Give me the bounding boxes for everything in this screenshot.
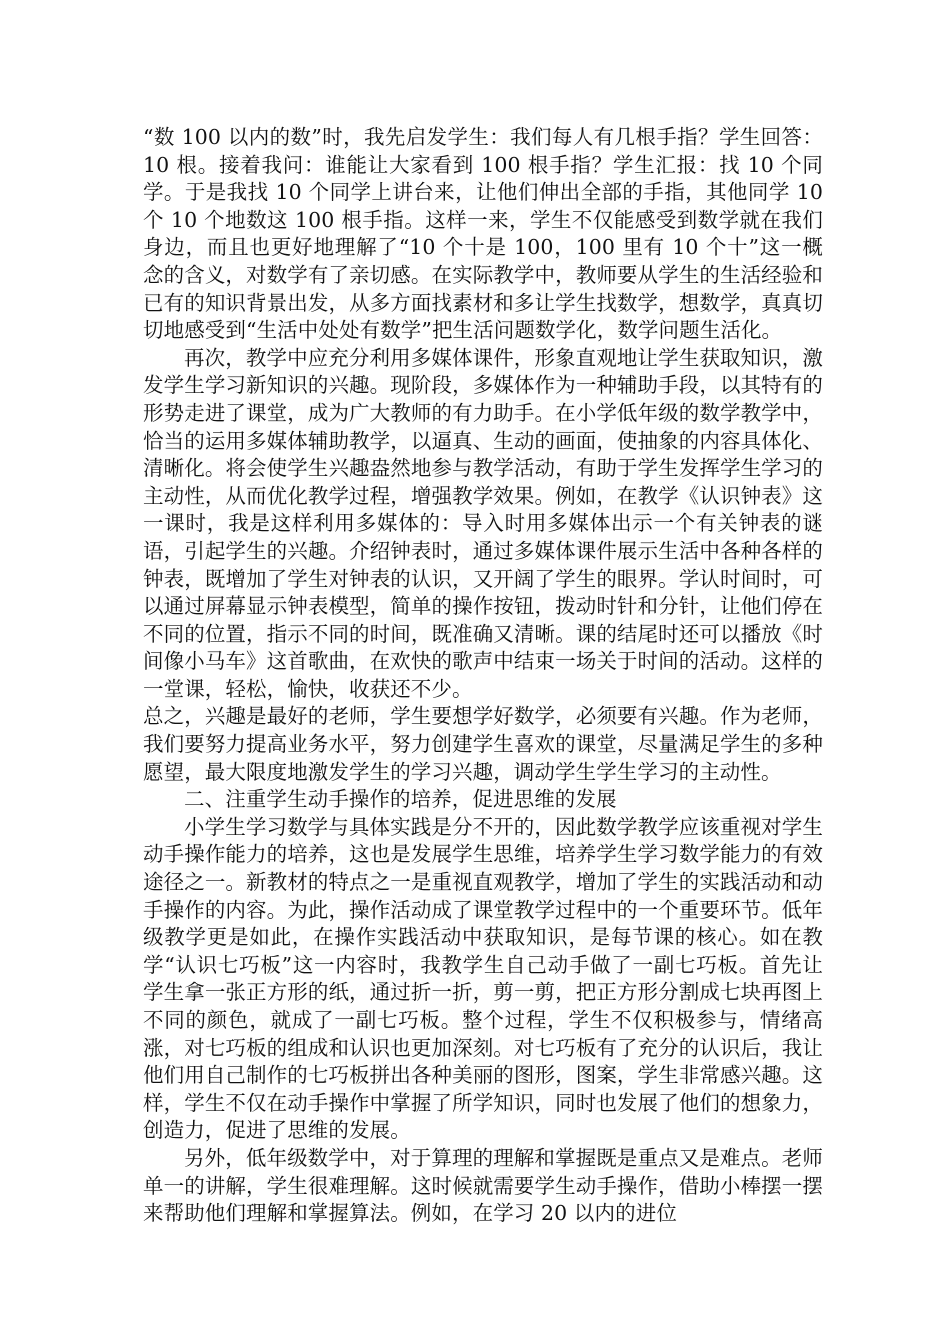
document-body — [143, 124, 823, 1228]
paragraph-summary: 总之，兴趣是最好的老师，学生要想学好数学，必须要有兴趣。作为老师，我们要努力提高业务水平，努力创建学生喜欢的课堂，尽量满足学生的多种愿望，最大限度地激发学生的学习兴趣，调动学生学生学习的主动性。 — [143, 704, 823, 784]
paragraph-arithmetic: 另外，低年级数学中，对于算理的理解和掌握既是重点又是难点。老师单一的讲解，学生很难理解。这时候就需要学生动手操作，借助小棒摆一摆来帮助他们理解和掌握算法。例如，在学习 20 以内的进位 — [143, 1145, 823, 1226]
paragraph-hands-on: 小学生学习数学与具体实践是分不开的，因此数学教学应该重视对学生动手操作能力的培养，这也是发展学生思维，培养学生学习数学能力的有效途径之一。新教材的特点之一是重视直观教学，增加了学生的实践活动和动手操作的内容。为此，操作活动成了课堂教学过程中的一个重要环节。低年级教学更是如此，在操作实践活动中获取知识，是每节课的核心。如在教学“认识七巧板”这一内容时，我教学生自己动手做了一副七巧板。首先让学生拿一张正方形的纸，通过折一折，剪一剪，把正方形分割成七块再图上不同的颜色，就成了一副七巧板。整个过程，学生不仅积极参与，情绪高涨，对七巧板的组成和认识也更加深刻。对七巧板有了充分的认识后，我让他们用自己制作的七巧板拼出各种美丽的图形，图案，学生非常感兴趣。这样，学生不仅在动手操作中掌握了所学知识，同时也发展了他们的想象力，创造力，促进了思维的发展。 — [143, 814, 823, 1143]
section-heading: 二、注重学生动手操作的培养，促进思维的发展 — [184, 787, 617, 812]
paragraph-continuation: “数 100 以内的数”时，我先启发学生：我们每人有几根手指？学生回答：10 根。接着我问：谁能让大家看到 100 根手指？学生汇报：找 10 个同学。于是我找 10 个同学上讲台来，让他们伸出全部的手指，其他同学 10 个 10 个地数这 100 根手指。这样一来，学生不仅能感受到数学就在我们身边，而且也更好地理解了“10 个十是 100，100 里有 10 个十”这一概念的含义，对数学有了亲切感。在实际教学中，教师要从学生的生活经验和已有的知识背景出发，从多方面找素材和多让学生找数学，想数学，真真切切地感受到“生活中处处有数学”把生活问题数学化，数学问题生活化。 — [143, 125, 823, 343]
paragraph-multimedia: 再次，教学中应充分利用多媒体课件，形象直观地让学生获取知识，激发学生学习新知识的兴趣。现阶段，多媒体作为一种辅助手段，以其特有的形势走进了课堂，成为广大教师的有力助手。在小学低年级的数学教学中，恰当的运用多媒体辅助教学，以逼真、生动的画面，使抽象的内容具体化、清晰化。将会使学生兴趣盎然地参与教学活动，有助于学生发挥学生学习的主动性，从而优化教学过程，增强教学效果。例如，在教学《认识钟表》这一课时，我是这样利用多媒体的：导入时用多媒体出示一个有关钟表的谜语，引起学生的兴趣。介绍钟表时，通过多媒体课件展示生活中各种各样的钟表，既增加了学生对钟表的认识，又开阔了学生的眼界。学认时间时，可以通过屏幕显示钟表模型，简单的操作按钮，拨动时针和分针，让他们停在不同的位置，指示不同的时间，既准确又清晰。课的结尾时还可以播放《时间像小马车》这首歌曲，在欢快的歌声中结束一场关于时间的活动。这样的一堂课，轻松，愉快，收获还不少。 — [143, 345, 823, 701]
